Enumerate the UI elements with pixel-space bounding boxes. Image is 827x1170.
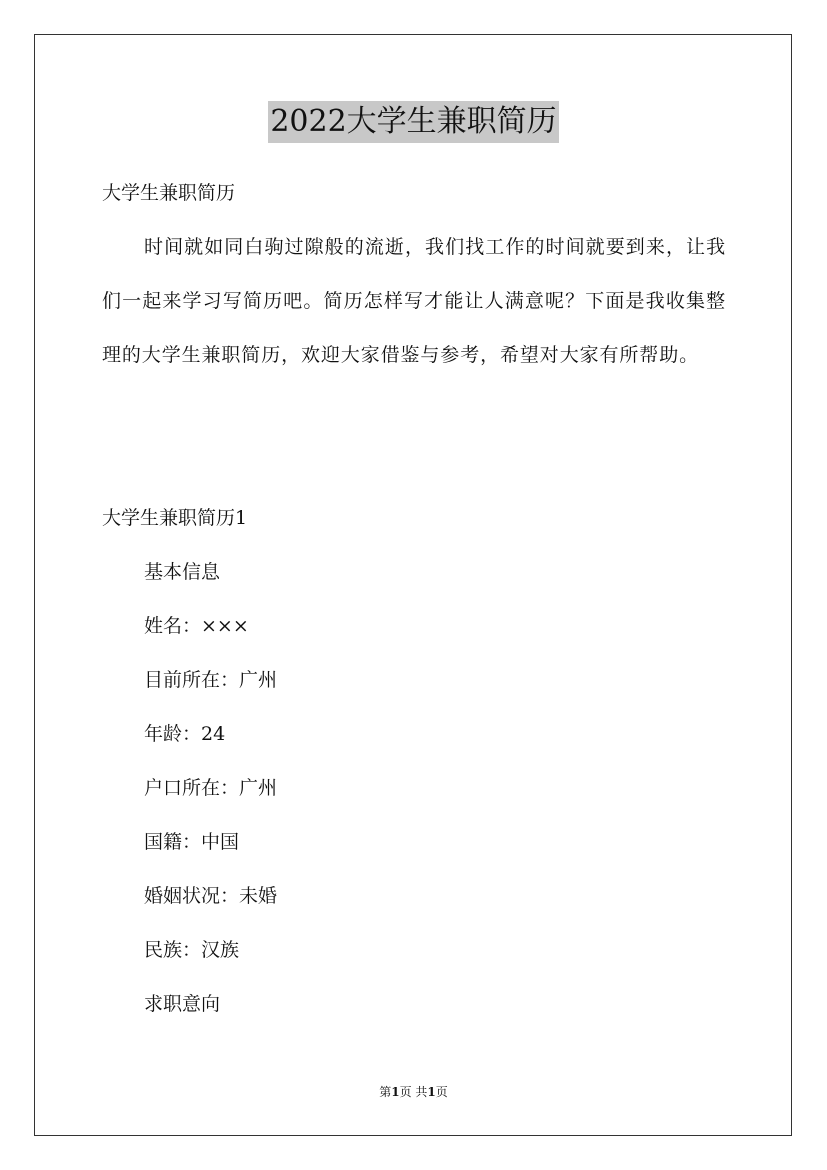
footer-prefix: 第 — [379, 1085, 392, 1099]
basic-info-heading: 基本信息 — [144, 561, 221, 583]
intro-paragraph: 时间就如同白驹过隙般的流逝，我们找工作的时间就要到来，让我们一起来学习写简历吧。简历怎样写才能让人满意呢？下面是我收集整理的大学生兼职简历，欢迎大家借鉴与参考，希望对大家有所帮助。 — [102, 236, 726, 366]
footer-mid: 页 共 — [399, 1085, 428, 1099]
field-name: 姓名：××× — [144, 615, 249, 637]
job-intent-heading: 求职意向 — [144, 993, 221, 1015]
field-marital-status: 婚姻状况：未婚 — [144, 885, 278, 907]
section-title: 大学生兼职简历1 — [102, 507, 248, 529]
field-hukou: 户口所在：广州 — [144, 777, 278, 799]
footer-suffix: 页 — [435, 1085, 448, 1099]
title-container — [0, 101, 827, 143]
page-footer — [0, 1084, 827, 1100]
field-location: 目前所在：广州 — [144, 669, 278, 691]
field-ethnicity: 民族：汉族 — [144, 939, 240, 961]
footer-page-current: 1 — [391, 1085, 400, 1099]
field-age: 年龄：24 — [144, 723, 226, 745]
footer-page-total: 1 — [427, 1085, 436, 1099]
document-title: 2022大学生兼职简历 — [268, 101, 558, 143]
field-nationality: 国籍：中国 — [144, 831, 240, 853]
subtitle: 大学生兼职简历 — [102, 182, 236, 204]
